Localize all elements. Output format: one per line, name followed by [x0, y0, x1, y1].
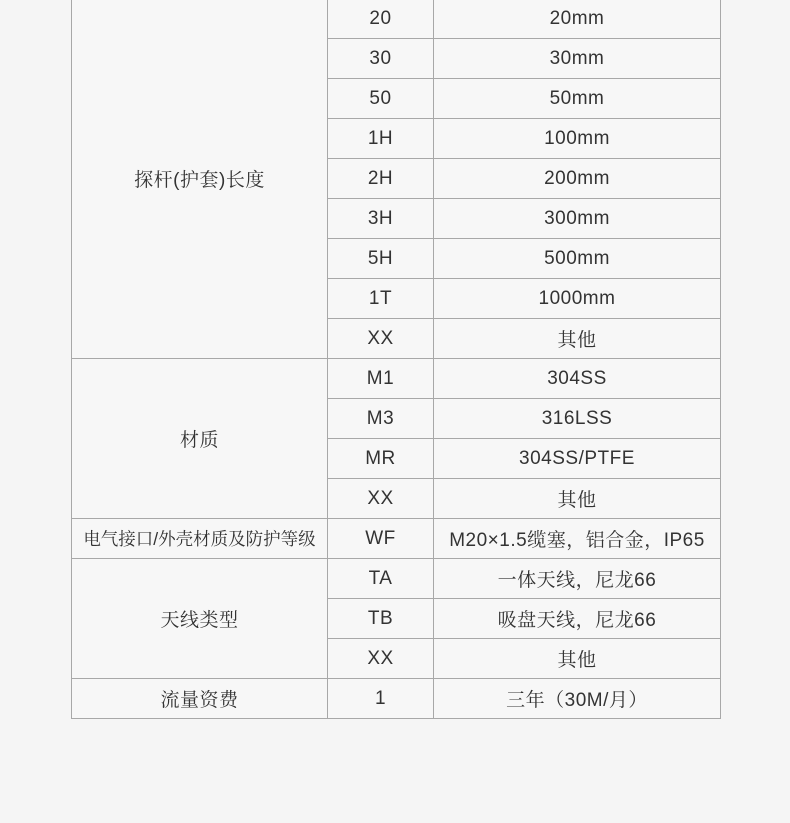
spec-value-cell: 其他 [434, 639, 721, 679]
spec-category-cell: 电气接口/外壳材质及防护等级 [72, 519, 328, 559]
spec-table-container [71, 0, 721, 719]
spec-value-cell: 吸盘天线，尼龙66 [434, 599, 721, 639]
spec-category-cell: 天线类型 [72, 559, 328, 679]
spec-code-cell: 3H [328, 199, 434, 239]
spec-table-row [72, 559, 721, 599]
spec-code-cell: 50 [328, 79, 434, 119]
spec-value-cell: 50mm [434, 79, 721, 119]
spec-value-cell: 200mm [434, 159, 721, 199]
spec-table-row [72, 0, 721, 39]
spec-code-cell: TA [328, 559, 434, 599]
spec-value-cell: 100mm [434, 119, 721, 159]
spec-code-cell: 1H [328, 119, 434, 159]
spec-value-cell: 304SS/PTFE [434, 439, 721, 479]
spec-table-row [72, 359, 721, 399]
spec-code-cell: WF [328, 519, 434, 559]
spec-code-cell: MR [328, 439, 434, 479]
spec-code-cell: TB [328, 599, 434, 639]
product-spec-table [71, 0, 721, 719]
spec-category-cell: 材质 [72, 359, 328, 519]
spec-value-cell: 30mm [434, 39, 721, 79]
spec-value-cell: 20mm [434, 0, 721, 39]
spec-category-cell: 探杆(护套)长度 [72, 0, 328, 359]
spec-value-cell: 300mm [434, 199, 721, 239]
spec-code-cell: XX [328, 639, 434, 679]
spec-code-cell: 2H [328, 159, 434, 199]
spec-value-cell: M20×1.5缆塞，铝合金，IP65 [434, 519, 721, 559]
spec-code-cell: XX [328, 319, 434, 359]
spec-code-cell: 1T [328, 279, 434, 319]
spec-value-cell: 一体天线，尼龙66 [434, 559, 721, 599]
spec-table-row [72, 679, 721, 719]
spec-value-cell: 500mm [434, 239, 721, 279]
spec-table-body [72, 0, 721, 719]
spec-code-cell: 20 [328, 0, 434, 39]
spec-table-row [72, 519, 721, 559]
spec-value-cell: 其他 [434, 319, 721, 359]
spec-value-cell: 1000mm [434, 279, 721, 319]
spec-code-cell: 5H [328, 239, 434, 279]
spec-value-cell: 三年（30M/月） [434, 679, 721, 719]
spec-value-cell: 316LSS [434, 399, 721, 439]
spec-code-cell: 30 [328, 39, 434, 79]
spec-category-cell: 流量资费 [72, 679, 328, 719]
spec-code-cell: M1 [328, 359, 434, 399]
spec-code-cell: 1 [328, 679, 434, 719]
spec-code-cell: XX [328, 479, 434, 519]
spec-value-cell: 其他 [434, 479, 721, 519]
spec-value-cell: 304SS [434, 359, 721, 399]
spec-code-cell: M3 [328, 399, 434, 439]
